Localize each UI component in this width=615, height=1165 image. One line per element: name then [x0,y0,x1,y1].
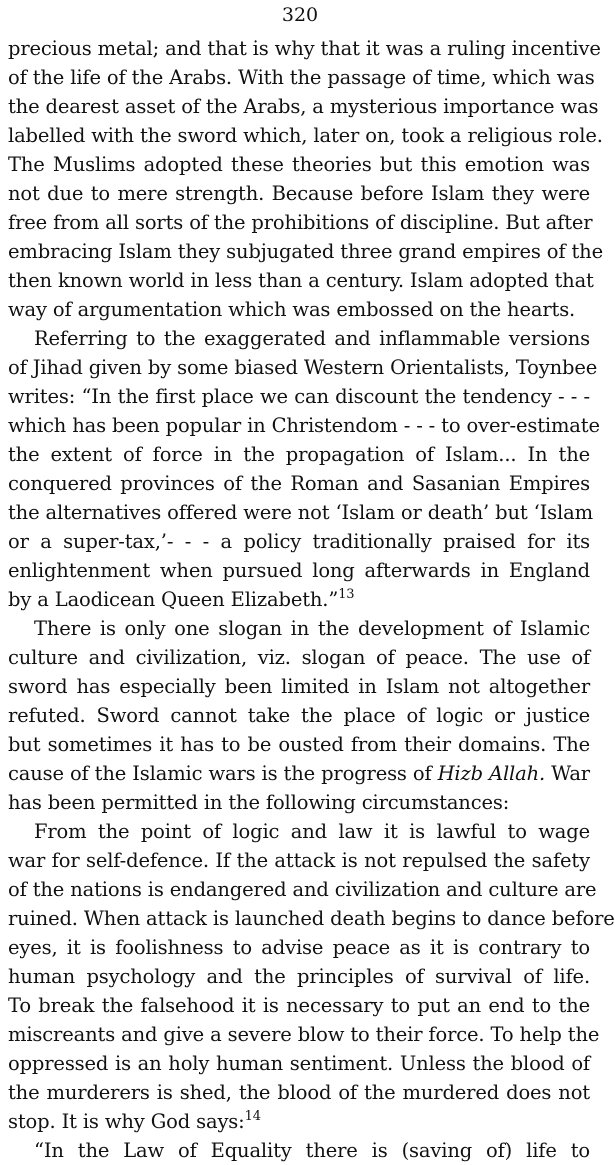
footnote-marker: 13 [338,587,355,602]
text-line: There is only one slogan in the development of Islamic [34,617,590,640]
text-line: the alternatives offered were not ‘Islam or death’ but ‘Islam [8,501,593,524]
text-line: oppressed is an holy human sentiment. Unless the blood of [8,1052,590,1075]
footnote-marker: 14 [244,1109,261,1124]
text-line: eyes, it is foolishness to advise peace as it is contrary to [8,936,590,959]
text-line: “In the Law of Equality there is (saving of) life to [34,1139,590,1162]
text-line: of the life of the Arabs. With the passage of time, which was [8,66,595,89]
text-line: To break the falsehood it is necessary to put an end to the [8,994,590,1017]
line-text: cause of the Islamic wars is the progress of [8,762,438,785]
text-line: then known world in less than a century. Islam adopted that [8,269,594,292]
text-line: labelled with the sword which, later on, took a religious role. [8,124,603,147]
text-line: conquered provinces of the Roman and Sasanian Empires [8,472,590,495]
text-line: ruined. When attack is launched death begins to dance before [8,907,615,930]
text-line: human psychology and the principles of survival of life. [8,965,590,988]
text-line: Referring to the exaggerated and inflammable versions [34,327,590,350]
text-line [8,1107,590,1136]
text-line: culture and civilization, viz. slogan of peace. The use of [8,646,590,669]
italic-term: Hizb Allah. [437,762,546,785]
text-line: the dearest asset of the Arabs, a mysterious importance was [8,95,599,118]
text-line: or a super-tax,’- - - a policy traditionally praised for its [8,530,590,553]
text-line: sword has especially been limited in Islam not altogether [8,675,590,698]
text-line: way of argumentation which was embossed on the hearts. [8,298,576,321]
line-text-after: War [545,762,590,785]
text-line: the murderers is shed, the blood of the murdered does not [8,1081,590,1104]
text-line: embracing Islam they subjugated three grand empires of the [8,240,603,263]
text-line: war for self-defence. If the attack is not repulsed the safety [8,849,590,872]
text-line: refuted. Sword cannot take the place of logic or justice [8,704,590,727]
text-line: writes: “In the first place we can discount the tendency - - - [8,385,590,408]
line-text: by a Laodicean Queen Elizabeth.” [8,588,339,611]
line-text: stop. It is why God says: [8,1110,245,1133]
text-line [8,585,590,614]
text-line: of the nations is endangered and civilization and culture are [8,878,597,901]
text-line: not due to mere strength. Because before Islam they were [8,182,590,205]
text-line: enlightenment when pursued long afterwards in England [8,559,590,582]
text-line: precious metal; and that is why that it was a ruling incentive [8,37,601,60]
text-line: has been permitted in the following circumstances: [8,791,510,814]
page-number: 320 [281,4,319,26]
text-line [8,759,590,788]
text-line: but sometimes it has to be ousted from their domains. The [8,733,590,756]
text-line: miscreants and give a severe blow to their force. To help the [8,1023,600,1046]
text-line: The Muslims adopted these theories but this emotion was [8,153,590,176]
text-line: of Jihad given by some biased Western Orientalists, Toynbee [8,356,598,379]
text-line: From the point of logic and law it is lawful to wage [34,820,590,843]
body-text [8,34,615,1165]
text-line: the extent of force in the propagation of Islam... In the [8,443,590,466]
text-line: which has been popular in Christendom - - - to over-estimate [8,414,600,437]
text-line: free from all sorts of the prohibitions of discipline. But after [8,211,593,234]
